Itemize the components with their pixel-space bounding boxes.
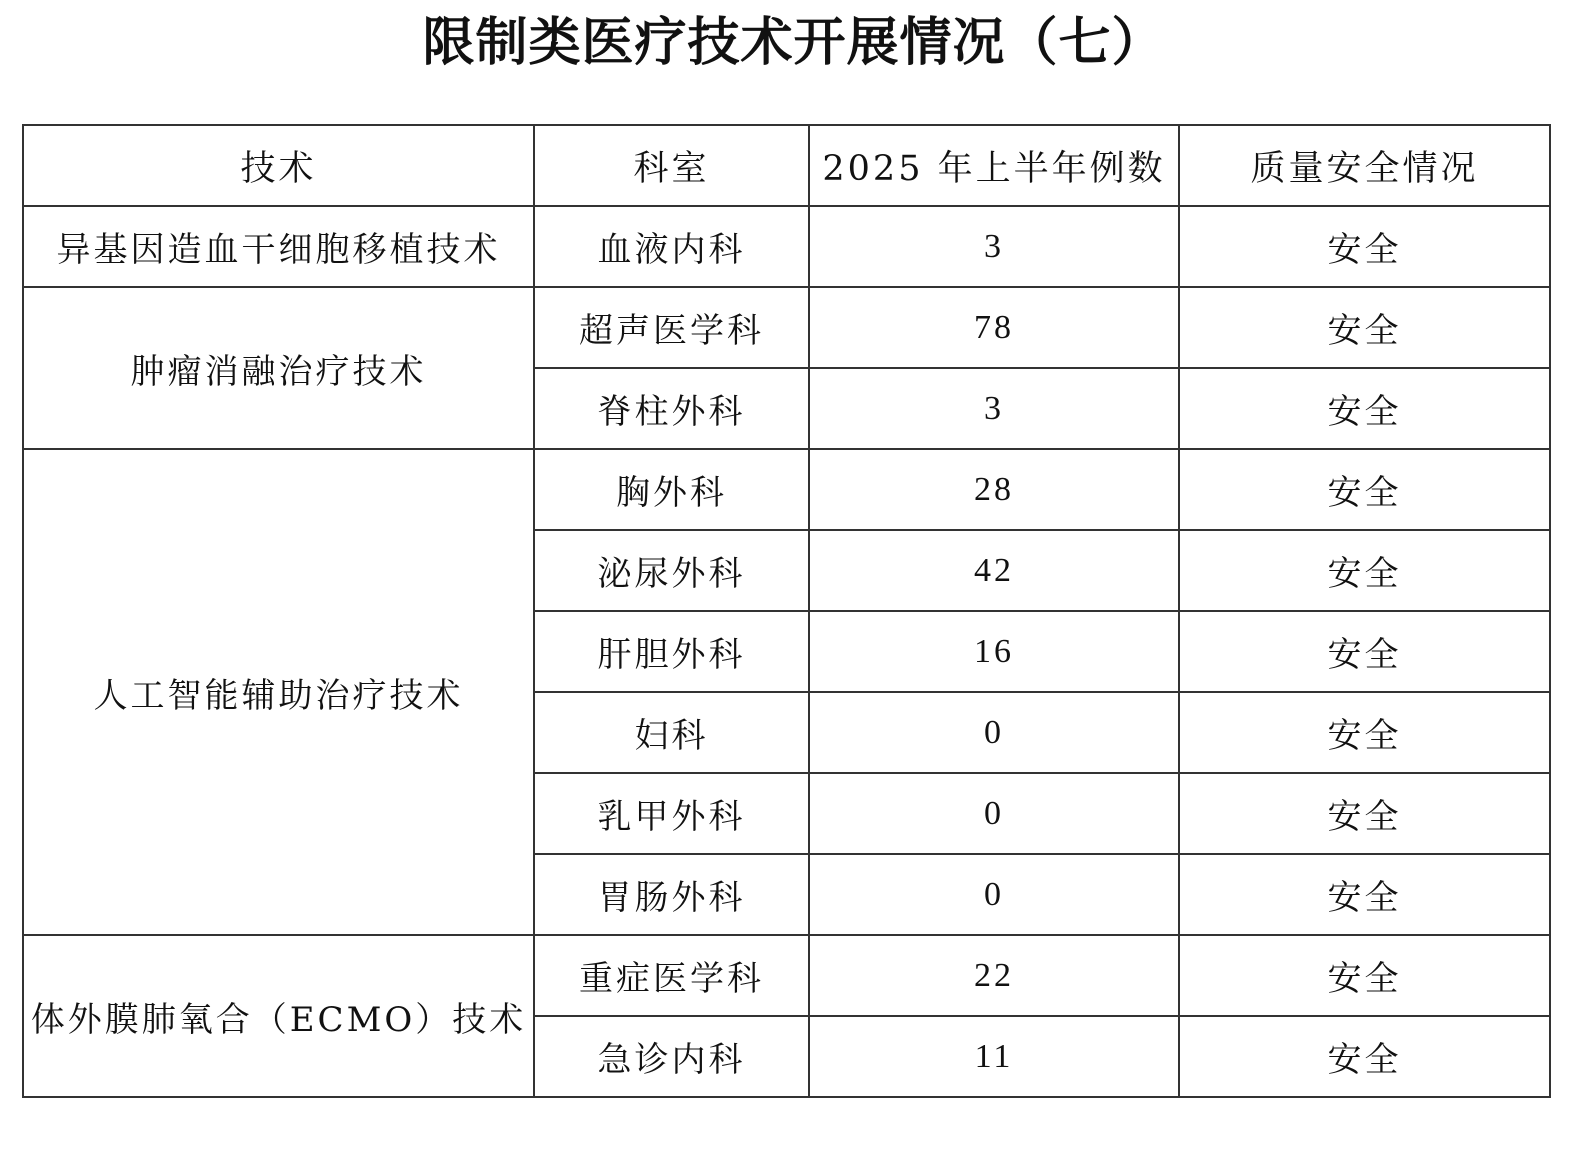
cases-cell: 3 bbox=[809, 368, 1179, 449]
header-department: 科室 bbox=[534, 125, 809, 206]
table-row bbox=[23, 206, 1550, 287]
cases-cell: 0 bbox=[809, 692, 1179, 773]
table-row bbox=[23, 449, 1550, 530]
quality-cell: 安全 bbox=[1179, 773, 1550, 854]
cases-cell: 0 bbox=[809, 773, 1179, 854]
quality-cell: 安全 bbox=[1179, 287, 1550, 368]
quality-cell: 安全 bbox=[1179, 368, 1550, 449]
department-cell: 胸外科 bbox=[534, 449, 809, 530]
quality-cell: 安全 bbox=[1179, 530, 1550, 611]
quality-cell: 安全 bbox=[1179, 206, 1550, 287]
table-row bbox=[23, 287, 1550, 368]
table-row bbox=[23, 935, 1550, 1016]
header-cases: 2025 年上半年例数 bbox=[809, 125, 1179, 206]
quality-cell: 安全 bbox=[1179, 692, 1550, 773]
cases-cell: 11 bbox=[809, 1016, 1179, 1097]
department-cell: 血液内科 bbox=[534, 206, 809, 287]
department-cell: 妇科 bbox=[534, 692, 809, 773]
department-cell: 胃肠外科 bbox=[534, 854, 809, 935]
technology-cell: 肿瘤消融治疗技术 bbox=[23, 287, 534, 449]
quality-cell: 安全 bbox=[1179, 449, 1550, 530]
table-body bbox=[23, 206, 1550, 1097]
department-cell: 泌尿外科 bbox=[534, 530, 809, 611]
cases-cell: 78 bbox=[809, 287, 1179, 368]
department-cell: 肝胆外科 bbox=[534, 611, 809, 692]
quality-cell: 安全 bbox=[1179, 854, 1550, 935]
header-quality: 质量安全情况 bbox=[1179, 125, 1550, 206]
department-cell: 重症医学科 bbox=[534, 935, 809, 1016]
header-technology: 技术 bbox=[23, 125, 534, 206]
technology-cell: 人工智能辅助治疗技术 bbox=[23, 449, 534, 935]
quality-cell: 安全 bbox=[1179, 935, 1550, 1016]
cases-cell: 28 bbox=[809, 449, 1179, 530]
technology-cell: 体外膜肺氧合（ECMO）技术 bbox=[23, 935, 534, 1097]
technology-table bbox=[22, 124, 1551, 1098]
technology-cell: 异基因造血干细胞移植技术 bbox=[23, 206, 534, 287]
department-cell: 脊柱外科 bbox=[534, 368, 809, 449]
table-header bbox=[23, 125, 1550, 206]
quality-cell: 安全 bbox=[1179, 1016, 1550, 1097]
cases-cell: 0 bbox=[809, 854, 1179, 935]
cases-cell: 16 bbox=[809, 611, 1179, 692]
department-cell: 急诊内科 bbox=[534, 1016, 809, 1097]
quality-cell: 安全 bbox=[1179, 611, 1550, 692]
department-cell: 超声医学科 bbox=[534, 287, 809, 368]
cases-cell: 3 bbox=[809, 206, 1179, 287]
cases-cell: 42 bbox=[809, 530, 1179, 611]
page-title: 限制类医疗技术开展情况（七） bbox=[422, 12, 1165, 73]
department-cell: 乳甲外科 bbox=[534, 773, 809, 854]
cases-cell: 22 bbox=[809, 935, 1179, 1016]
header-row bbox=[23, 125, 1550, 206]
